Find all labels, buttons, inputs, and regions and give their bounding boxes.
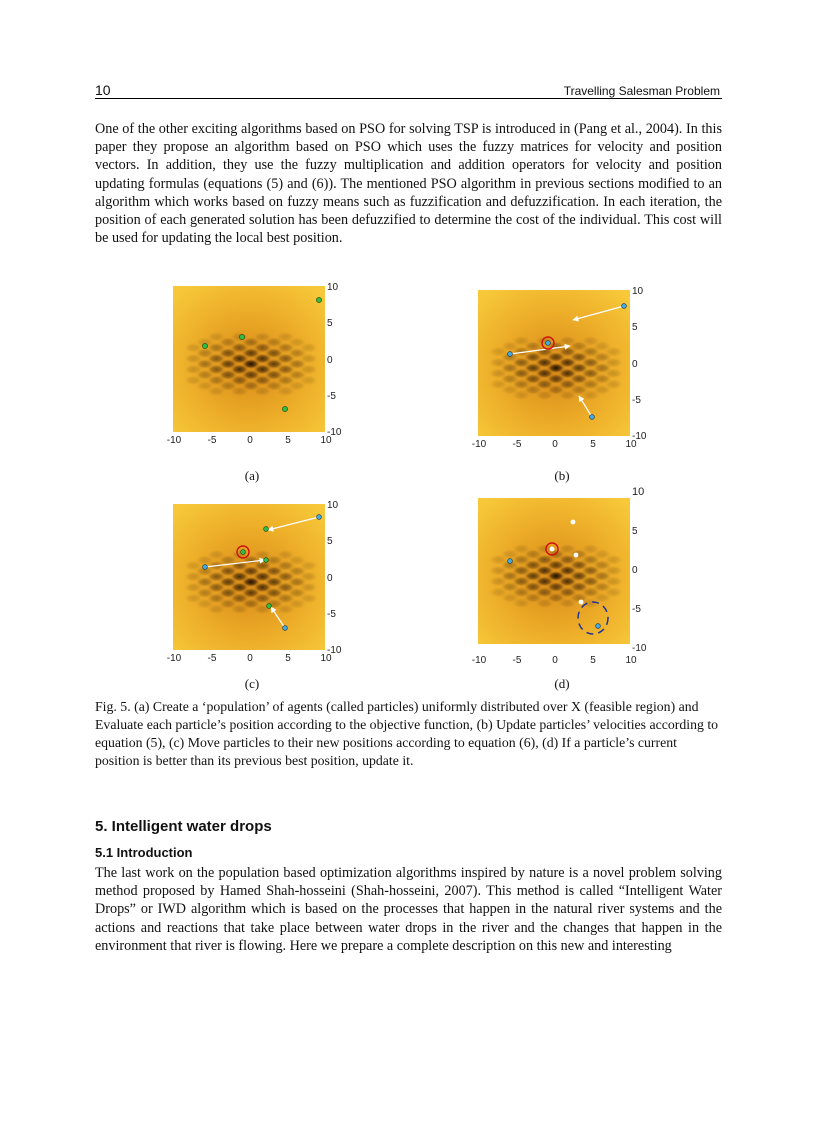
x-tick-label: -10 <box>471 655 487 666</box>
page-number: 10 <box>95 82 111 98</box>
y-tick-label: 10 <box>327 282 339 293</box>
x-tick-label: -5 <box>207 653 217 664</box>
particle-marker <box>202 343 207 348</box>
particle-marker <box>508 352 513 357</box>
x-tick-label: 0 <box>552 439 558 450</box>
figure-panel-d <box>470 486 670 668</box>
x-tick-label: 10 <box>320 653 332 664</box>
landscape-minimum <box>512 598 530 608</box>
landscape-minimum <box>559 390 577 400</box>
y-tick-label: 0 <box>327 355 333 366</box>
landscape-minimum <box>536 598 554 608</box>
x-tick-label: 0 <box>247 435 253 446</box>
y-tick-label: 5 <box>327 318 333 329</box>
y-tick-label: 5 <box>327 536 333 547</box>
x-tick-label: -5 <box>207 435 217 446</box>
particle-marker <box>550 547 555 552</box>
particle-marker <box>546 341 551 346</box>
x-tick-label: 10 <box>625 439 637 450</box>
landscape-minimum <box>559 598 577 608</box>
particle-marker <box>574 553 579 558</box>
particle-marker <box>316 297 321 302</box>
y-tick-label: -10 <box>632 643 647 654</box>
paragraph-1: One of the other exciting algorithms based on PSO for solving TSP is introduced in (Pang et al., 2004). In this paper they propose an algorithm based on PSO which uses the fuzzy matrices for velocity and position vectors. In addition, they use the fuzzy multiplication and addition operators for velocity and position updating formulas (equations (5) and (6)). The mentioned PSO algorithm in previous sections modified to an algorithm which works based on fuzzy means such as fuzzification and defuzzification. In each iteration, the position of each generated solution has been defuzzified to determine the cost of the individual. This cost will be used for updating the local best position. <box>95 121 722 247</box>
y-tick-label: 5 <box>632 322 638 333</box>
figure-panel-c <box>165 500 365 674</box>
landscape-minimum <box>512 390 530 400</box>
particle-marker <box>267 604 272 609</box>
x-tick-label: -10 <box>166 653 182 664</box>
y-tick-label: -5 <box>632 395 641 406</box>
pso-landscape-plot-b <box>478 290 630 436</box>
x-tick-label: 10 <box>625 655 637 666</box>
subsection-title: 5.1 Introduction <box>95 845 193 860</box>
y-tick-label: -5 <box>632 604 641 615</box>
y-tick-label: 10 <box>632 486 645 498</box>
pso-landscape-plot-d <box>478 498 630 644</box>
particle-marker <box>622 304 627 309</box>
panel-label-c: (c) <box>244 676 260 691</box>
y-tick-label: 0 <box>632 565 638 576</box>
landscape-minimum <box>277 604 295 614</box>
y-tick-label: -10 <box>632 431 647 442</box>
landscape-minimum <box>254 386 272 396</box>
pso-landscape-plot-c <box>173 504 325 650</box>
landscape-minimum <box>536 390 554 400</box>
x-tick-label: -5 <box>512 439 522 450</box>
landscape-minimum <box>231 604 249 614</box>
particle-marker <box>241 550 246 555</box>
y-tick-label: -10 <box>327 645 342 656</box>
x-tick-label: 5 <box>590 439 596 450</box>
x-tick-label: -10 <box>166 435 182 446</box>
x-tick-label: -10 <box>471 439 487 450</box>
particle-marker <box>283 626 288 631</box>
panel-label-b: (b) <box>554 468 570 483</box>
x-tick-label: -5 <box>512 655 522 666</box>
y-tick-label: 0 <box>632 359 638 370</box>
panel-label-d: (d) <box>554 676 570 691</box>
landscape-minimum <box>277 386 295 396</box>
y-tick-label: -5 <box>327 391 336 402</box>
particle-marker <box>282 406 287 411</box>
landscape-minimum <box>582 390 600 400</box>
y-tick-label: -5 <box>327 609 336 620</box>
figure-panel-a <box>165 282 365 456</box>
particle-marker <box>264 558 269 563</box>
panel-label-a: (a) <box>244 468 260 483</box>
y-tick-label: 10 <box>632 286 644 297</box>
x-tick-label: 10 <box>320 435 332 446</box>
particle-marker <box>596 624 601 629</box>
particle-marker <box>239 334 244 339</box>
particle-marker <box>571 520 576 525</box>
running-header <box>95 80 722 99</box>
y-tick-label: 10 <box>327 500 339 511</box>
landscape-minimum <box>207 604 225 614</box>
landscape-minimum <box>207 386 225 396</box>
y-tick-label: -10 <box>327 427 342 438</box>
y-tick-label: 5 <box>632 526 638 537</box>
section-title: 5. Intelligent water drops <box>95 818 272 835</box>
particle-marker <box>508 559 513 564</box>
pso-landscape-plot-a <box>173 286 325 432</box>
figure-panel-b <box>470 286 670 460</box>
particle-marker <box>579 600 584 605</box>
x-tick-label: 5 <box>285 435 291 446</box>
particle-marker <box>203 565 208 570</box>
particle-marker <box>264 527 269 532</box>
x-tick-label: 0 <box>552 655 558 666</box>
x-tick-label: 0 <box>247 653 253 664</box>
running-title: Travelling Salesman Problem <box>563 84 720 98</box>
paragraph-2: The last work on the population based optimization algorithms inspired by nature is a novel problem solving method proposed by Hamed Shah-hosseini (Shah-hosseini, 2007). This method is called “Intelligent Water Drops” or IWD algorithm which is based on the processes that happen in the natural river systems and the actions and reactions that take place between water drops in the river and the changes that happen in the environment that river is flowing. Here we prepare a complete description on this new and interesting <box>95 865 722 954</box>
x-tick-label: 5 <box>285 653 291 664</box>
particle-marker <box>317 515 322 520</box>
y-tick-label: 0 <box>327 573 333 584</box>
x-tick-label: 5 <box>590 655 596 666</box>
figure-caption: Fig. 5. (a) Create a ‘population’ of agents (called particles) uniformly distributed over X (feasible region) and Evaluate each particle’s position according to the objective function, (b) Update particles’ velocities according to equation (5), (c) Move particles to their new positions according to equation (6), (d) If a particle’s current position is better than its previous best position, update it. <box>95 699 719 768</box>
landscape-minimum <box>231 386 249 396</box>
particle-marker <box>590 415 595 420</box>
